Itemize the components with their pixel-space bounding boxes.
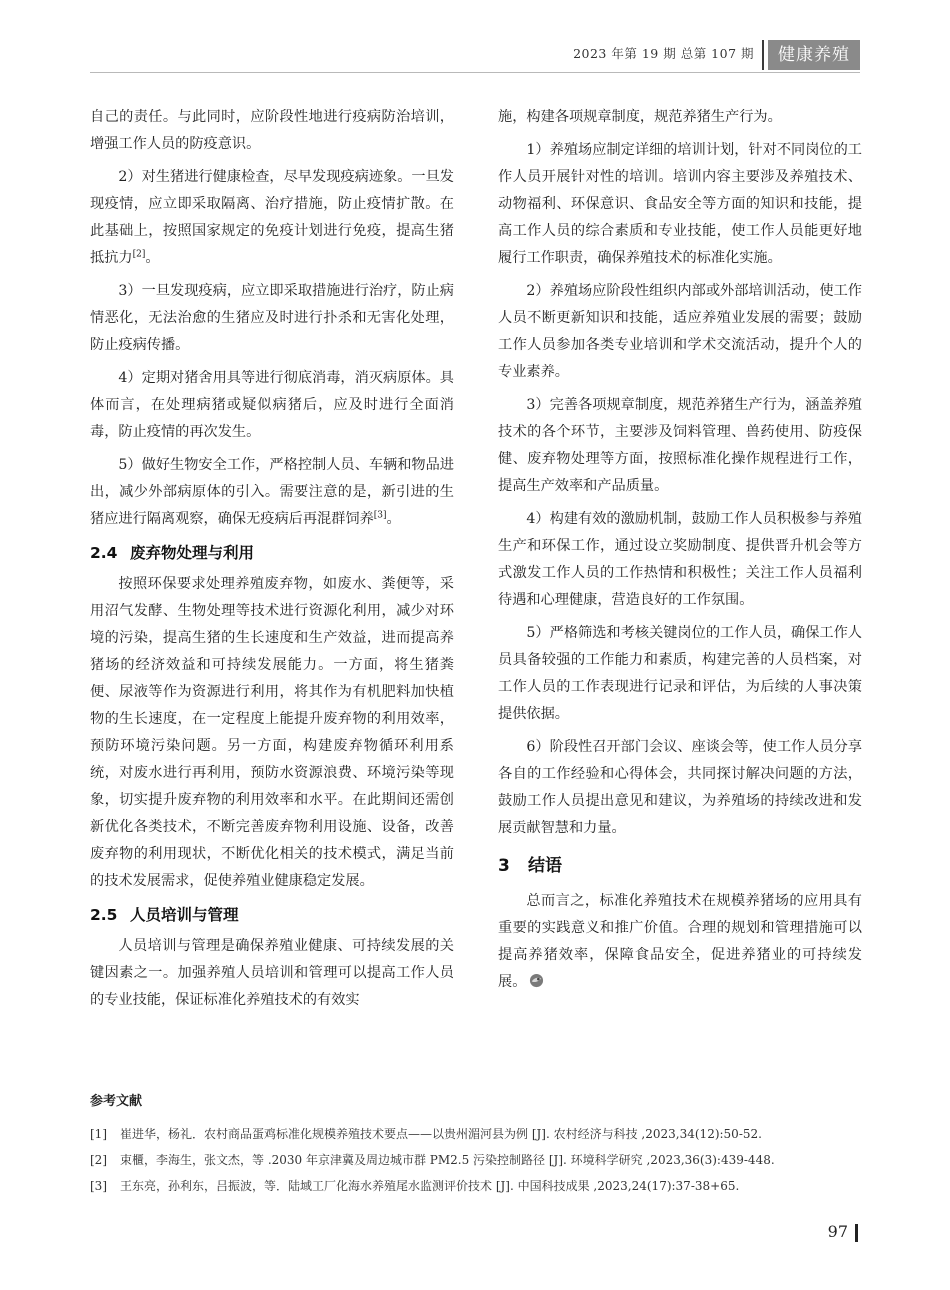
- reference-text: 崔进华，杨礼．农村商品蛋鸡标准化规模养殖技术要点——以贵州湄河县为例 [J]. 农村经济与科技 ,2023,34(12):50-52.: [120, 1127, 762, 1141]
- paragraph: 施，构建各项规章制度，规范养猪生产行为。: [498, 109, 782, 125]
- header-divider: [762, 40, 764, 70]
- citation: [3]: [373, 510, 387, 521]
- end-mark-icon: [529, 973, 544, 988]
- reference-item: [90, 1147, 860, 1173]
- paragraph: 自己的责任。与此同时，应阶段性地进行疫病防治培训，增强工作人员的防疫意识。: [90, 109, 454, 152]
- reference-item: [90, 1173, 860, 1199]
- journal-name-badge: 健康养殖: [768, 40, 860, 70]
- reference-text: 束櫃，李海生，张文杰，等 .2030 年京津冀及周边城市群 PM2.5 污染控制路径 [J]. 环境科学研究 ,2023,36(3):439-448.: [120, 1153, 775, 1167]
- references-title: 参考文献: [90, 1094, 143, 1109]
- header-rule: [90, 72, 860, 73]
- paragraph: 3）一旦发现疫病，应立即采取措施进行治疗，防止病情恶化，无法治愈的生猪应及时进行扑杀和无害化处理，防止疫病传播。: [90, 283, 454, 353]
- references-section: [90, 1090, 860, 1199]
- paragraph-text: 2）对生猪进行健康检查，尽早发现疫病迹象。一旦发现疫情，应立即采取隔离、治疗措施，防止疫情扩散。在此基础上，按照国家规定的免疫计划进行免疫，提高生猪抵抗力: [90, 169, 454, 266]
- reference-number: [1]: [90, 1127, 107, 1141]
- paragraph: 按照环保要求处理养殖废弃物，如废水、粪便等，采用沼气发酵、生物处理等技术进行资源化利用，减少对环境的污染，提高生猪的生长速度和生产效益，进而提高养猪场的经济效益和可持续发展能力。一方面，将生猪粪便、尿液等作为资源进行利用，将其作为有机肥料加快植物的生长速度，在一定程度上能提升废弃物的利用效率，预防环境污染问题。另一方面，构建废弃物循环利用系统，对废水进行再利用，预防水资源浪费、环境污染等现象，切实提升废弃物的利用效率和水平。在此期间还需创新优化各类技术，不断完善废弃物利用设施、设备，改善废弃物的利用现状，不断优化相关的技术模式，满足当前的技术发展需求，促使养殖业健康稳定发展。: [90, 576, 454, 889]
- paragraph: [498, 888, 862, 996]
- issue-info: 2023 年第 19 期 总第 107 期: [573, 46, 754, 61]
- section-number: 2.5: [90, 906, 118, 924]
- punctuation: 。: [386, 511, 401, 527]
- section-number: 3: [498, 856, 510, 876]
- paragraph: 1）养殖场应制定详细的培训计划，针对不同岗位的工作人员开展针对性的培训。培训内容主要涉及养殖技术、动物福利、环保意识、食品安全等方面的知识和技能，提高工作人员的综合素质和专业技能，使工作人员能更好地履行工作职责，确保养殖技术的标准化实施。: [498, 142, 862, 266]
- page-number: 97: [827, 1222, 848, 1241]
- reference-number: [2]: [90, 1153, 107, 1167]
- section-heading-3: [498, 852, 862, 880]
- paragraph: 5）严格筛选和考核关键岗位的工作人员，确保工作人员具备较强的工作能力和素质，构建完善的人员档案，对工作人员的工作表现进行记录和评估，为后续的人事决策提供依据。: [498, 625, 862, 722]
- page-number-bar: [855, 1224, 858, 1242]
- paragraph: 4）定期对猪舍用具等进行彻底消毒，消灭病原体。具体而言，在处理病猪或疑似病猪后，应及时进行全面消毒，防止疫情的再次发生。: [90, 370, 454, 440]
- section-heading-2-5: [90, 901, 454, 929]
- punctuation: 。: [145, 250, 160, 266]
- paragraph: 4）构建有效的激励机制，鼓励工作人员积极参与养殖生产和环保工作，通过设立奖励制度、提供晋升机会等方式激发工作人员的工作热情和积极性；关注工作人员福利待遇和心理健康，营造良好的工作氛围。: [498, 511, 862, 608]
- paragraph: 3）完善各项规章制度，规范养猪生产行为，涵盖养殖技术的各个环节，主要涉及饲料管理、兽药使用、防疫保健、废弃物处理等方面，按照标准化操作规程进行工作，提高生产效率和产品质量。: [498, 397, 862, 494]
- paragraph: 6）阶段性召开部门会议、座谈会等，使工作人员分享各自的工作经验和心得体会，共同探讨解决问题的方法，鼓励工作人员提出意见和建议，为养殖场的持续改进和发展贡献智慧和力量。: [498, 739, 862, 836]
- paragraph: [90, 164, 454, 272]
- paragraph-text: 总而言之，标准化养殖技术在规模养猪场的应用具有重要的实践意义和推广价值。合理的规划和管理措施可以提高养猪效率，保障食品安全，促进养猪业的可持续发展。: [498, 893, 862, 990]
- paragraph: 2）养殖场应阶段性组织内部或外部培训活动，使工作人员不断更新知识和技能，适应养殖业发展的需要；鼓励工作人员参加各类专业培训和学术交流活动，提升个人的专业素养。: [498, 283, 862, 380]
- reference-number: [3]: [90, 1179, 107, 1193]
- paragraph-text: 5）做好生物安全工作，严格控制人员、车辆和物品进出，减少外部病原体的引入。需要注意的是，新引进的生猪应进行隔离观察，确保无疫病后再混群饲养: [90, 457, 454, 527]
- reference-text: 王东亮，孙利东，吕振波，等．陆域工厂化海水养殖尾水监测评价技术 [J]. 中国科技成果 ,2023,24(17):37-38+65.: [120, 1179, 740, 1193]
- paragraph: [90, 452, 454, 533]
- section-heading-2-4: [90, 539, 454, 567]
- left-column: [90, 104, 454, 1020]
- paragraph: 人员培训与管理是确保养殖业健康、可持续发展的关键因素之一。加强养殖人员培训和管理可以提高工作人员的专业技能，保证标准化养殖技术的有效实: [90, 938, 454, 1008]
- right-column: [498, 104, 862, 1002]
- section-number: 2.4: [90, 544, 118, 562]
- citation: [2]: [132, 249, 146, 260]
- section-title-text: 结语: [528, 856, 562, 876]
- reference-item: [90, 1121, 860, 1147]
- section-title-text: 废弃物处理与利用: [130, 544, 255, 562]
- section-title-text: 人员培训与管理: [130, 906, 239, 924]
